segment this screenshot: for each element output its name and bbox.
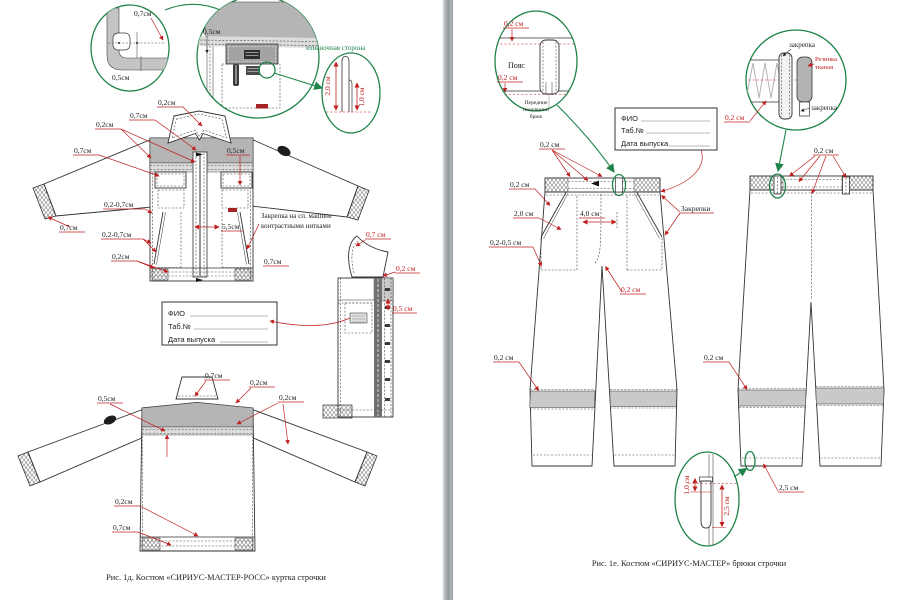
figure-caption-left: Рис. 1д. Костюм «СИРИУС-МАСТЕР-РОСС» куртка строчки xyxy=(106,573,326,582)
elastic-label: тканая xyxy=(815,64,834,71)
measure-label: 0,7см xyxy=(205,371,223,380)
measure-label: 0,2 см xyxy=(498,73,518,82)
measure-label: 0,2 см xyxy=(504,19,524,28)
left-figure xyxy=(18,0,420,582)
elastic-label: Резинка xyxy=(815,56,837,63)
jacket-back-view xyxy=(18,371,377,551)
measure-label: 0,2 см xyxy=(814,146,834,155)
measure-label: 0,2см xyxy=(112,252,130,261)
info-name-label: ФИО xyxy=(168,309,185,318)
detail-belt-loop xyxy=(675,452,747,546)
info-tab-label: Таб.№ xyxy=(621,126,644,135)
detail-pocket-flap xyxy=(197,0,322,118)
measure-label: 0,2 см xyxy=(725,113,745,122)
info-box xyxy=(162,302,350,345)
detail-wrong-side xyxy=(306,44,380,133)
measure-label: 2,5 см xyxy=(722,496,731,516)
measure-label: 0,2см xyxy=(96,120,114,129)
measure-label: 0,2 см xyxy=(621,285,641,294)
measure-label: 0,2-0,7см xyxy=(102,230,132,239)
trousers-front-view xyxy=(489,140,714,466)
measure-label: 2,5 см xyxy=(779,483,799,492)
bartacks-label: Закрепки xyxy=(681,204,711,213)
jacket-side-view xyxy=(323,230,420,418)
info-date-label: Дата выпуска xyxy=(621,139,669,148)
measure-label: 0,7см xyxy=(113,523,131,532)
jacket-front-view xyxy=(33,98,369,282)
measure-label: 0,2 см xyxy=(704,353,724,362)
page-divider xyxy=(442,0,453,600)
measure-label: 0,2см xyxy=(158,98,176,107)
front-halves-note: брюк xyxy=(529,114,543,120)
info-date-label: Дата выпуска xyxy=(168,335,216,344)
info-name-label: ФИО xyxy=(621,114,638,123)
figure-caption-right: Рис. 1е. Костюм «СИРИУС-МАСТЕР» брюки строчки xyxy=(591,559,787,568)
measure-label: 0,2-0,5 см xyxy=(490,238,522,247)
measure-label: 0,2см xyxy=(250,378,268,387)
measure-label: 1,0 см xyxy=(357,87,366,107)
bartack-note: контрастными нитками xyxy=(261,222,331,230)
wrong-side-title: изнаночная сторона xyxy=(306,44,366,52)
trousers-back-view xyxy=(703,146,884,492)
measure-label: 0,2-0,7см xyxy=(104,200,134,209)
measure-label: 0,2 см xyxy=(396,264,416,273)
front-halves-note: половинки xyxy=(523,107,549,113)
measure-label: 0,5см xyxy=(98,394,116,403)
measure-label: 0,2см xyxy=(115,497,133,506)
measure-label: 0,5см xyxy=(227,146,245,155)
measure-label: 4,0 см xyxy=(580,209,600,218)
measure-label: 0,7 см xyxy=(366,230,386,239)
measure-label: 2,0 см xyxy=(323,76,332,96)
measure-label: 0,5см xyxy=(203,27,221,36)
measure-label: 0,7см xyxy=(130,111,148,120)
measure-label: 5,5см xyxy=(222,222,240,231)
right-figure xyxy=(489,11,884,568)
measure-label: 0,2 см xyxy=(494,353,514,362)
info-tab-label: Таб.№ xyxy=(168,322,191,331)
measure-label: 2,0 см xyxy=(514,209,534,218)
measure-label: 0,7см xyxy=(134,9,152,18)
bartack-note: Закрепка на сп. машине xyxy=(261,212,332,220)
measure-label: 0,7см xyxy=(74,146,92,155)
measure-label: 1,0 см xyxy=(682,475,691,495)
front-halves-note: Передние xyxy=(524,100,548,106)
measure-label: 0,7см xyxy=(60,223,78,232)
measure-label: 0,5см xyxy=(112,73,130,82)
bartack-label: закрепка xyxy=(789,41,816,49)
measure-label: 0,2см xyxy=(279,393,297,402)
belt-label: Пояс xyxy=(508,61,525,70)
measure-label: 0,7см xyxy=(264,257,282,266)
measure-label: 0,2 см xyxy=(540,140,560,149)
bartack-label: закрепка xyxy=(811,104,838,112)
measure-label: 0,2 см xyxy=(510,180,530,189)
measure-label: 0,5 см xyxy=(393,304,413,313)
